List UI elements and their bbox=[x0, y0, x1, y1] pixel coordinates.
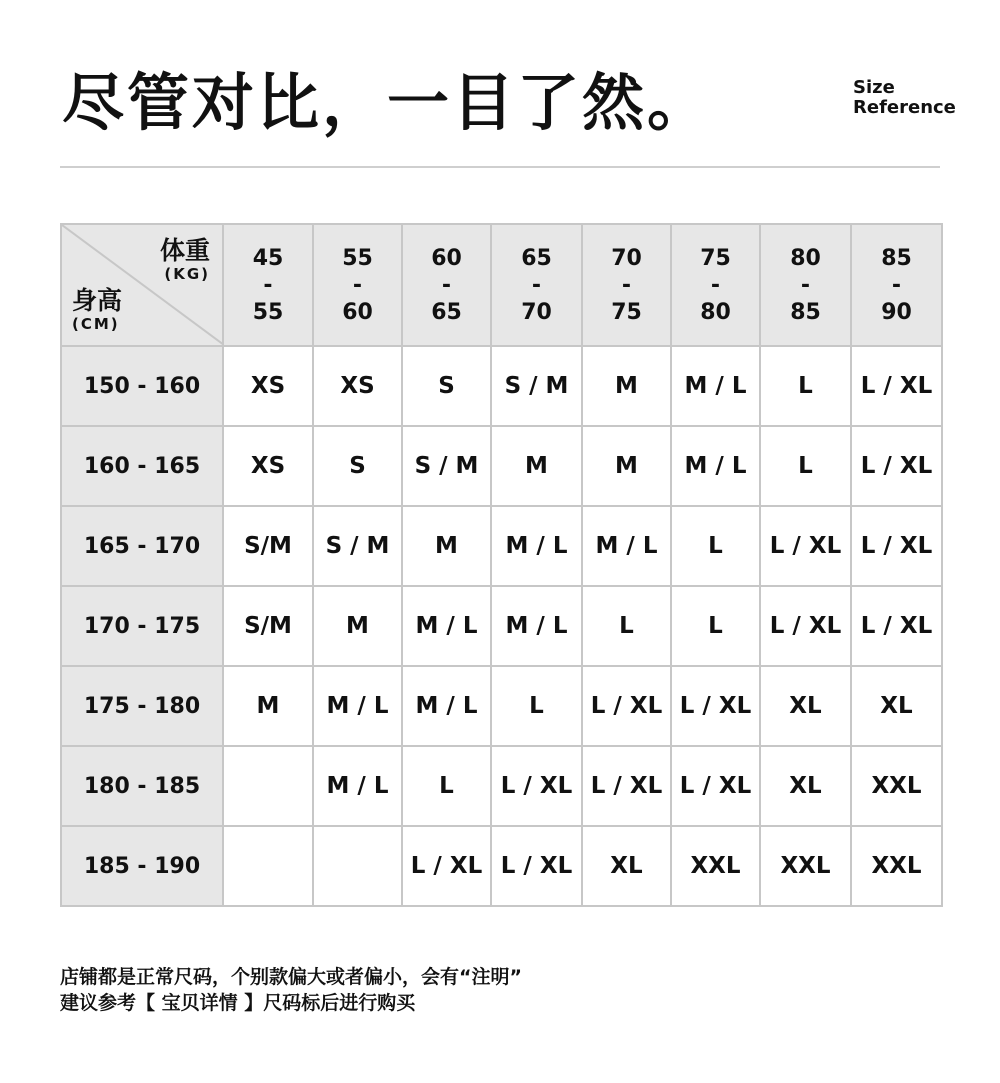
size-cell: M bbox=[582, 346, 671, 426]
size-cell: M / L bbox=[582, 506, 671, 586]
size-cell: L / XL bbox=[582, 666, 671, 746]
weight-range bbox=[431, 245, 462, 326]
weight-label: 体重 bbox=[159, 236, 210, 265]
size-cell: M / L bbox=[313, 666, 402, 746]
weight-range bbox=[342, 245, 373, 326]
weight-range-dash: - bbox=[441, 272, 452, 298]
size-cell bbox=[313, 826, 402, 906]
size-cell: L / XL bbox=[402, 826, 491, 906]
weight-range-header bbox=[760, 224, 851, 346]
weight-range bbox=[521, 245, 552, 326]
footer-note-line-2: 建议参考【 宝贝详情 】尺码标后进行购买 bbox=[60, 992, 416, 1014]
size-cell: L / XL bbox=[491, 826, 582, 906]
weight-range-header bbox=[402, 224, 491, 346]
weight-range-header bbox=[313, 224, 402, 346]
weight-range-bottom: 70 bbox=[521, 299, 552, 325]
weight-range-top: 70 bbox=[611, 245, 642, 271]
size-cell: L / XL bbox=[582, 746, 671, 826]
weight-range-bottom: 65 bbox=[431, 299, 462, 325]
size-cell: XL bbox=[851, 666, 942, 746]
size-cell: S / M bbox=[402, 426, 491, 506]
size-cell: XXL bbox=[851, 746, 942, 826]
size-cell: S bbox=[402, 346, 491, 426]
weight-range-bottom: 60 bbox=[342, 299, 373, 325]
size-cell: XL bbox=[582, 826, 671, 906]
size-cell: M / L bbox=[313, 746, 402, 826]
size-cell: XXL bbox=[851, 826, 942, 906]
table-row bbox=[61, 426, 942, 506]
weight-range-header bbox=[851, 224, 942, 346]
size-cell: L / XL bbox=[671, 666, 760, 746]
weight-range-header bbox=[223, 224, 313, 346]
weight-range-dash: - bbox=[621, 272, 632, 298]
size-cell: XS bbox=[223, 426, 313, 506]
size-cell: XL bbox=[760, 666, 851, 746]
weight-range-dash: - bbox=[710, 272, 721, 298]
footer-note-line-1: 店铺都是正常尺码，个别款偏大或者偏小，会有“注明” bbox=[60, 966, 522, 988]
subtitle-line-2: Reference bbox=[853, 97, 956, 118]
footer-note bbox=[60, 964, 522, 1016]
weight-range-header bbox=[491, 224, 582, 346]
size-cell: L / XL bbox=[851, 426, 942, 506]
size-cell: L / XL bbox=[760, 586, 851, 666]
size-cell: M bbox=[313, 586, 402, 666]
size-cell: XXL bbox=[760, 826, 851, 906]
size-cell: M bbox=[223, 666, 313, 746]
size-cell: M bbox=[582, 426, 671, 506]
page-title: 尽管对比，一目了然。 bbox=[62, 66, 713, 139]
size-cell: XS bbox=[313, 346, 402, 426]
weight-range-header bbox=[582, 224, 671, 346]
weight-range-top: 80 bbox=[790, 245, 821, 271]
size-cell: M / L bbox=[671, 346, 760, 426]
height-range-cell: 180 - 185 bbox=[61, 746, 223, 826]
weight-range-top: 55 bbox=[342, 245, 373, 271]
height-axis-label bbox=[72, 287, 122, 333]
size-cell: XS bbox=[223, 346, 313, 426]
weight-range bbox=[881, 245, 912, 326]
size-cell bbox=[223, 826, 313, 906]
size-cell: S/M bbox=[223, 506, 313, 586]
size-cell: S / M bbox=[313, 506, 402, 586]
size-cell: XXL bbox=[671, 826, 760, 906]
size-cell: M / L bbox=[491, 506, 582, 586]
size-cell: L bbox=[491, 666, 582, 746]
weight-range bbox=[253, 245, 284, 326]
weight-range-dash: - bbox=[263, 272, 273, 298]
size-cell: L bbox=[760, 426, 851, 506]
weight-range-top: 75 bbox=[700, 245, 731, 271]
weight-range bbox=[790, 245, 821, 326]
size-cell: M / L bbox=[402, 666, 491, 746]
size-cell: L bbox=[671, 586, 760, 666]
size-cell: XL bbox=[760, 746, 851, 826]
weight-range-top: 60 bbox=[431, 245, 462, 271]
corner-cell bbox=[61, 224, 223, 346]
height-range-cell: 150 - 160 bbox=[61, 346, 223, 426]
table-row bbox=[61, 826, 942, 906]
size-cell: M bbox=[402, 506, 491, 586]
size-cell bbox=[223, 746, 313, 826]
subtitle-line-1: Size bbox=[853, 77, 895, 98]
size-cell: L bbox=[671, 506, 760, 586]
weight-range-dash: - bbox=[800, 272, 811, 298]
weight-range-bottom: 80 bbox=[700, 299, 731, 325]
size-cell: L / XL bbox=[851, 506, 942, 586]
size-cell: M bbox=[491, 426, 582, 506]
size-reference-label bbox=[853, 78, 956, 118]
table-row bbox=[61, 746, 942, 826]
height-range-cell: 185 - 190 bbox=[61, 826, 223, 906]
height-range-cell: 160 - 165 bbox=[61, 426, 223, 506]
size-cell: L bbox=[760, 346, 851, 426]
weight-range-dash: - bbox=[352, 272, 363, 298]
weight-range-bottom: 55 bbox=[252, 299, 284, 325]
weight-range-bottom: 90 bbox=[881, 299, 912, 325]
title-divider bbox=[60, 166, 940, 168]
size-cell: S bbox=[313, 426, 402, 506]
weight-range-top: 45 bbox=[252, 245, 284, 271]
table-row bbox=[61, 586, 942, 666]
weight-range-bottom: 75 bbox=[611, 299, 642, 325]
height-range-cell: 175 - 180 bbox=[61, 666, 223, 746]
size-cell: L / XL bbox=[491, 746, 582, 826]
size-cell: M / L bbox=[402, 586, 491, 666]
size-cell: M / L bbox=[671, 426, 760, 506]
weight-axis-label bbox=[160, 237, 210, 283]
weight-range-bottom: 85 bbox=[790, 299, 821, 325]
weight-range-header bbox=[671, 224, 760, 346]
size-cell: M / L bbox=[491, 586, 582, 666]
height-label: 身高 bbox=[72, 286, 123, 315]
size-cell: L bbox=[582, 586, 671, 666]
size-cell: L bbox=[402, 746, 491, 826]
height-range-cell: 170 - 175 bbox=[61, 586, 223, 666]
weight-range-dash: - bbox=[891, 272, 902, 298]
weight-range-top: 85 bbox=[881, 245, 912, 271]
table-row bbox=[61, 346, 942, 426]
weight-range bbox=[611, 245, 642, 326]
size-cell: L / XL bbox=[851, 346, 942, 426]
height-range-cell: 165 - 170 bbox=[61, 506, 223, 586]
size-cell: L / XL bbox=[760, 506, 851, 586]
table-row bbox=[61, 666, 942, 746]
size-cell: L / XL bbox=[851, 586, 942, 666]
size-chart-table bbox=[60, 223, 943, 907]
size-cell: L / XL bbox=[671, 746, 760, 826]
weight-unit: (KG) bbox=[164, 265, 210, 283]
table-row bbox=[61, 506, 942, 586]
size-cell: S/M bbox=[223, 586, 313, 666]
size-cell: S / M bbox=[491, 346, 582, 426]
weight-range-top: 65 bbox=[521, 245, 552, 271]
weight-range-dash: - bbox=[531, 272, 542, 298]
weight-range bbox=[700, 245, 731, 326]
table-header-row bbox=[61, 224, 942, 346]
height-unit: (CM) bbox=[72, 315, 120, 333]
